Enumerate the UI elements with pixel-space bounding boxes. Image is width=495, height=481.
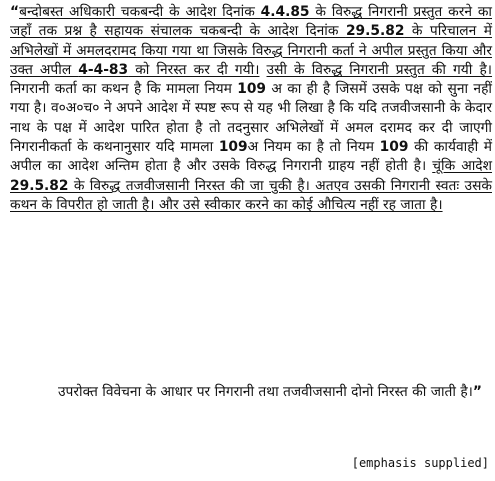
open-quote: “ [10,4,20,20]
text-run: चूंकि आदेश [432,158,493,175]
text-run: की कार्यवाही में अपील का आदेश अन्तिम होता है और उसके विरुद्ध निगरानी ग्राहय नहीं होती है। [10,139,492,175]
text-run: के परिचालन में अभिलेखों में अमलदरामद किया गया था जिसके विरुद्ध निगरानी कर्ता ने अपील प्रस्तुत किया और उक्त अपील [10,23,492,78]
text-run: को निरस्त कर दी गयी। [128,61,260,78]
rule-number: 109 [237,81,267,98]
text-run: अ का ही है जिसमें उसके पक्ष को सुना नहीं गया है। व०अ०च० ने अपने आदेश में स्पष्ट रूप से यह भी लिखा है कि यदि तजवीजसानी के केदार नाथ के पक्ष में आदेश पारित होता है तो तदनुसार अभिलेखों में अमल दरामद कर दी जाएगी निगरानीकर्ता के कथनानुसार यदि मामला [10,81,492,156]
quoted-paragraph-1 [10,3,492,215]
order-date: 29.5.82 [10,177,69,194]
text-run: के विरुद्ध निगरानी प्रस्तुत करने का जहाँ तक प्रश्न है सहायक संचालक चकबन्दी के आदेश दिनांक [10,4,492,40]
appeal-date: 4-4-83 [78,61,129,78]
spacer [259,62,266,78]
rule-number: 109 [218,139,248,156]
text-run: अ नियम का है तो नियम [247,139,380,156]
underlined-passage-2: उसी के विरुद्ध निगरानी प्रस्तुत की गयी है। [266,61,493,78]
quoted-paragraph-2 [10,383,492,402]
close-quote: ” [472,384,482,400]
text-run: के विरुद्ध तजवीजसानी निरस्त की जा चुकी है। अतएव उसकी निगरानी स्वतः उसके कथन के विपरीत हो जाती है। और उसे स्वीकार करने का कोई औचित्य नहीं रह जाता है। [10,177,492,213]
rule-number: 109 [379,139,409,156]
conclusion-text: उपरोक्त विवेचना के आधार पर निगरानी तथा तजवीजसानी दोनो निरस्त की जाती है। [58,384,473,400]
order-date: 4.4.85 [260,4,310,20]
emphasis-supplied-note: [emphasis supplied] [351,456,489,470]
order-date: 29.5.82 [345,23,405,40]
text-run: निगरानी कर्ता का कथन है कि मामला नियम [10,81,238,98]
text-run: बन्दोबस्त अधिकारी चकबन्दी के आदेश दिनांक [19,4,261,20]
